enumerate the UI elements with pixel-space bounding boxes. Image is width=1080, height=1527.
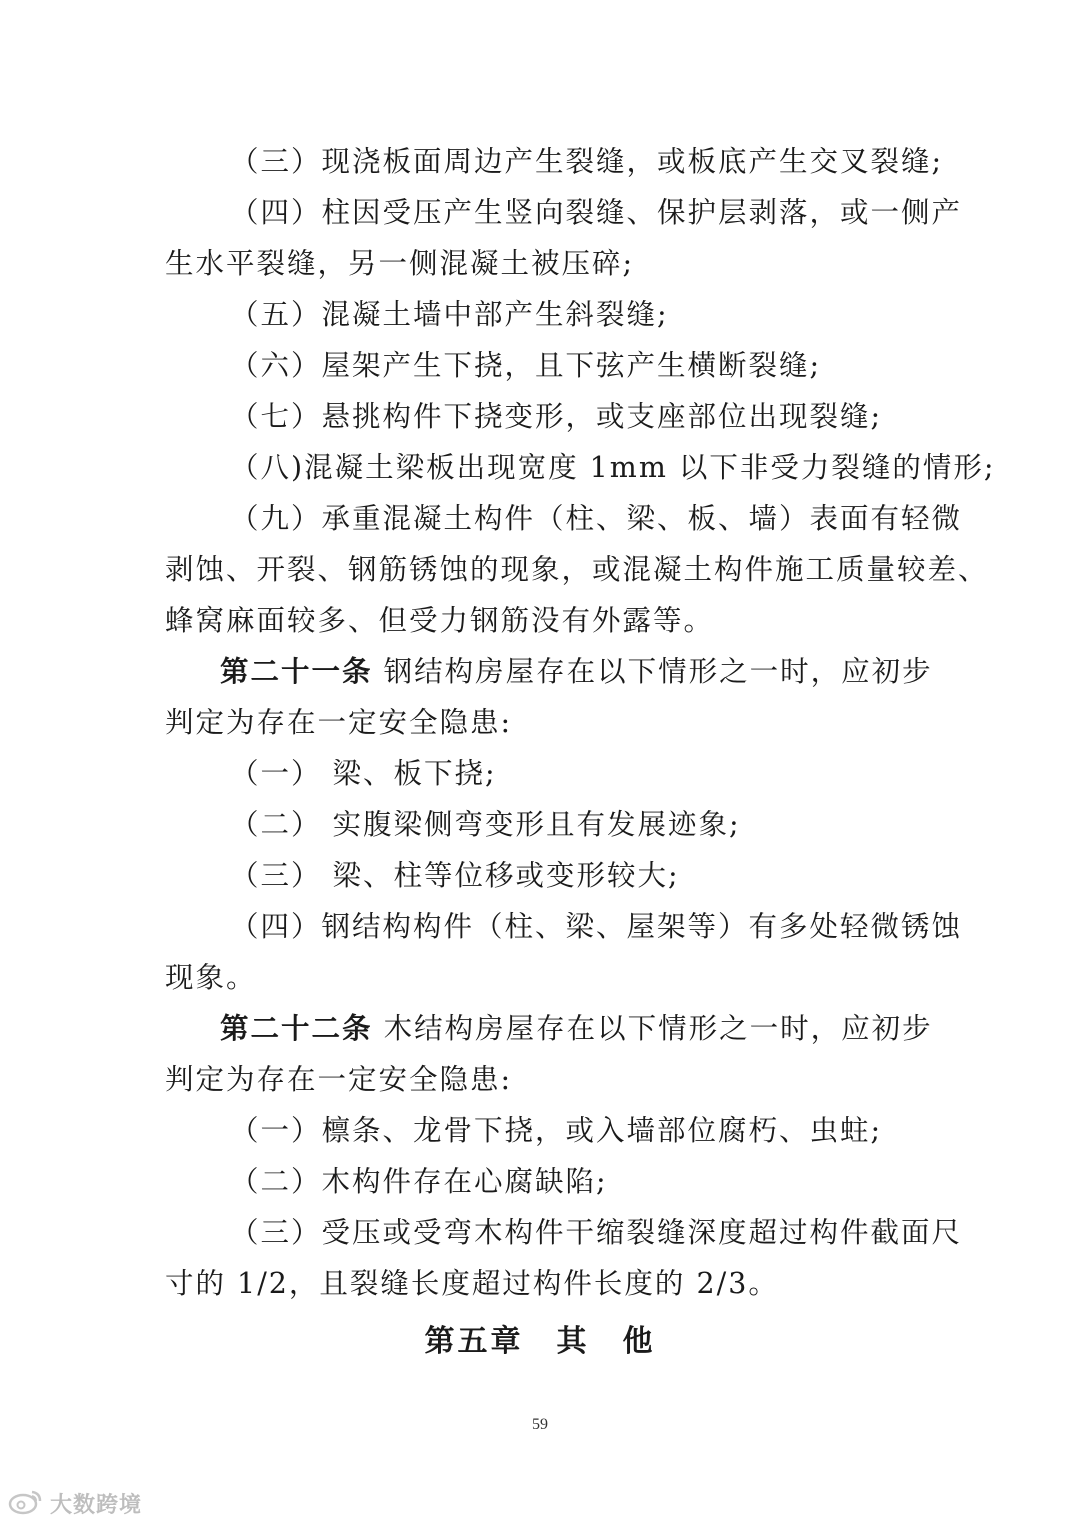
paragraph-line: （九）承重混凝土构件（柱、梁、板、墙）表面有轻微 — [230, 502, 963, 535]
paragraph-line: （五）混凝土墙中部产生斜裂缝; — [230, 298, 669, 331]
paragraph-line: 蜂窝麻面较多、但受力钢筋没有外露等。 — [165, 604, 715, 637]
paragraph-line: （四）钢结构构件（柱、梁、屋架等）有多处轻微锈蚀 — [230, 910, 963, 943]
article-number: 第二十一条 — [220, 655, 373, 688]
article-21-heading: 第二十一条 钢结构房屋存在以下情形之一时，应初步 — [220, 655, 933, 688]
paragraph-line: （六）屋架产生下挠，且下弦产生横断裂缝; — [230, 349, 822, 382]
article-number: 第二十二条 — [220, 1012, 373, 1045]
paragraph-line: 判定为存在一定安全隐患: — [165, 706, 513, 739]
paragraph-line: （三）受压或受弯木构件干缩裂缝深度超过构件截面尺 — [230, 1216, 963, 1249]
paragraph-line: 判定为存在一定安全隐患: — [165, 1063, 513, 1096]
paragraph-line: （一） 梁、板下挠; — [230, 757, 497, 790]
page-number: 59 — [532, 1416, 548, 1433]
paragraph-line: 现象。 — [165, 961, 257, 994]
article-22-heading: 第二十二条 木结构房屋存在以下情形之一时，应初步 — [220, 1012, 933, 1045]
paragraph-line: （四）柱因受压产生竖向裂缝、保护层剥落，或一侧产 — [230, 196, 963, 229]
chapter-title: 第五章 其 他 — [424, 1324, 656, 1359]
paragraph-line: （八)混凝土梁板出现宽度 1mm 以下非受力裂缝的情形; — [230, 451, 996, 484]
watermark — [8, 1488, 142, 1519]
paragraph-line: （二） 实腹梁侧弯变形且有发展迹象; — [230, 808, 741, 841]
paragraph-line: 寸的 1/2，且裂缝长度超过构件长度的 2/3。 — [165, 1267, 779, 1300]
paragraph-line: （二）木构件存在心腐缺陷; — [230, 1165, 608, 1198]
paragraph-line: （三）现浇板面周边产生裂缝，或板底产生交叉裂缝; — [230, 145, 944, 178]
paragraph-line: 生水平裂缝，另一侧混凝土被压碎; — [165, 247, 635, 280]
paragraph-line: （七）悬挑构件下挠变形，或支座部位出现裂缝; — [230, 400, 883, 433]
watermark-text: 大数跨境 — [50, 1493, 143, 1518]
paragraph-line: （三） 梁、柱等位移或变形较大; — [230, 859, 680, 892]
paragraph-line: （一）檩条、龙骨下挠，或入墙部位腐朽、虫蛀; — [230, 1114, 883, 1147]
paragraph-line: 剥蚀、开裂、钢筋锈蚀的现象，或混凝土构件施工质量较差、 — [165, 553, 989, 586]
weibo-logo-icon — [8, 1489, 44, 1519]
